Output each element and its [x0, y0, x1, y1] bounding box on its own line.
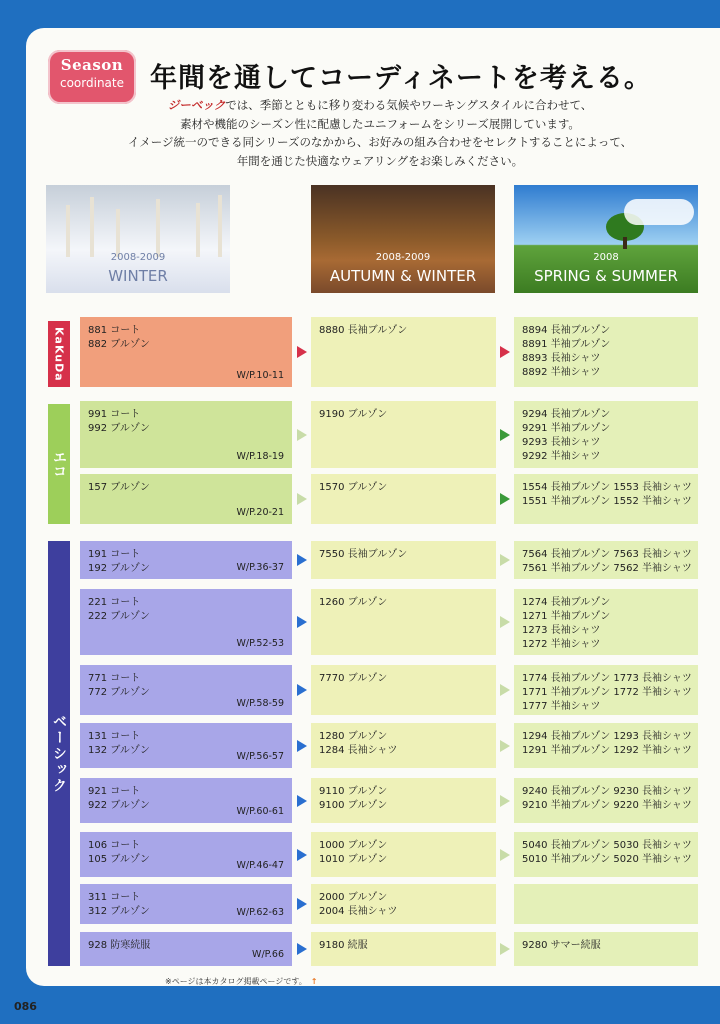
badge-subtitle: coordinate [59, 76, 124, 90]
autumn-winter-cell [311, 665, 496, 715]
arrow-right-icon [297, 740, 307, 752]
item-code: 105 ブルゾン [88, 854, 150, 865]
winter-year: 2008-2009 [110, 252, 166, 263]
item-code: 9280 サマー続服 [522, 940, 601, 951]
item-code: 1554 長袖ブルゾン 1553 長袖シャツ [522, 482, 692, 493]
item-code: 132 ブルゾン [88, 745, 150, 756]
item-code: 2000 ブルゾン [319, 892, 388, 903]
arrow-right-icon [297, 493, 307, 505]
winter-season-image [46, 185, 230, 293]
item-code: 1273 長袖シャツ [522, 625, 601, 636]
winter-cell [80, 665, 292, 715]
item-code: 991 コート [88, 409, 141, 420]
spring-summer-cell [514, 778, 698, 823]
spring-summer-cell [514, 474, 698, 524]
item-code: 992 ブルゾン [88, 423, 150, 434]
arrow-right-icon [297, 684, 307, 696]
autumn-winter-season-image [311, 185, 495, 293]
page-ref: W/P.58-59 [236, 698, 284, 709]
spring-summer-cell [514, 317, 698, 387]
winter-cell [80, 884, 292, 924]
arrow-right-icon [297, 943, 307, 955]
intro-line-2: 素材や機能のシーズン性に配慮したユニフォームをシリーズ展開しています。 [180, 116, 580, 131]
item-code: 8893 長袖シャツ [522, 353, 601, 364]
page-ref: W/P.62-63 [236, 907, 284, 918]
arrow-right-icon [297, 346, 307, 358]
item-code: 5010 半袖ブルゾン 5020 半袖シャツ [522, 854, 692, 865]
autumn-winter-cell [311, 932, 496, 966]
item-code: 8892 半袖シャツ [522, 367, 601, 378]
item-code: 9292 半袖シャツ [522, 451, 601, 462]
item-code: 771 コート [88, 673, 141, 684]
autumn-name: AUTUMN & WINTER [329, 267, 477, 285]
winter-cell [80, 589, 292, 655]
arrow-right-icon [297, 898, 307, 910]
winter-cell [80, 932, 292, 966]
arrow-right-icon [297, 616, 307, 628]
spring-name: SPRING & SUMMER [534, 267, 678, 285]
item-code: 1000 ブルゾン [319, 840, 388, 851]
arrow-right-icon [500, 493, 510, 505]
brand-logo-text: ジーベック [167, 98, 226, 112]
item-code: 191 コート [88, 549, 141, 560]
arrow-right-icon [297, 849, 307, 861]
item-code: 1280 ブルゾン [319, 731, 388, 742]
item-code: 1274 長袖ブルゾン [522, 597, 611, 608]
arrow-right-icon [500, 795, 510, 807]
item-code: 1284 長袖シャツ [319, 745, 398, 756]
item-code: 922 ブルゾン [88, 800, 150, 811]
item-code: 1774 長袖ブルゾン 1773 長袖シャツ [522, 673, 692, 684]
item-code: 157 ブルゾン [88, 482, 150, 493]
item-code: 882 ブルゾン [88, 339, 150, 350]
item-code: 1272 半袖シャツ [522, 639, 601, 650]
page-ref: W/P.10-11 [236, 370, 284, 381]
item-code: 221 コート [88, 597, 141, 608]
item-code: 311 コート [88, 892, 141, 903]
item-code: 1294 長袖ブルゾン 1293 長袖シャツ [522, 731, 692, 742]
item-code: 772 ブルゾン [88, 687, 150, 698]
item-code: 2004 長袖シャツ [319, 906, 398, 917]
item-code: 1551 半袖ブルゾン 1552 半袖シャツ [522, 496, 692, 507]
arrow-right-icon [500, 616, 510, 628]
item-code: 8891 半袖ブルゾン [522, 339, 611, 350]
item-code: 8894 長袖ブルゾン [522, 325, 611, 336]
autumn-winter-cell [311, 401, 496, 468]
autumn-winter-cell [311, 317, 496, 387]
item-code: 5040 長袖ブルゾン 5030 長袖シャツ [522, 840, 692, 851]
page-number: 086 [14, 1000, 37, 1013]
spring-summer-cell [514, 832, 698, 877]
item-code: 312 ブルゾン [88, 906, 150, 917]
spring-summer-cell-empty [514, 884, 698, 924]
autumn-winter-cell [311, 589, 496, 655]
item-code: 9100 ブルゾン [319, 800, 388, 811]
arrow-right-icon [297, 429, 307, 441]
page-ref: W/P.60-61 [236, 806, 284, 817]
item-code: 7564 長袖ブルゾン 7563 長袖シャツ [522, 549, 692, 560]
item-code: 7770 ブルゾン [319, 673, 388, 684]
page-ref: W/P.20-21 [236, 507, 284, 518]
winter-cell [80, 832, 292, 877]
autumn-winter-cell [311, 474, 496, 524]
item-code: 1570 ブルゾン [319, 482, 388, 493]
spring-summer-cell [514, 589, 698, 655]
group-label-eco: エコ [48, 404, 70, 524]
winter-cell [80, 401, 292, 468]
spring-summer-cell [514, 665, 698, 715]
page-ref: W/P.46-47 [236, 860, 284, 871]
spring-summer-season-image [514, 185, 698, 293]
item-code: 8880 長袖ブルゾン [319, 325, 408, 336]
winter-cell [80, 778, 292, 823]
spring-summer-cell [514, 932, 698, 966]
group-label-basic: ベーシック [48, 541, 70, 966]
intro-line-4: 年間を通じた快適なウェアリングをお楽しみください。 [236, 153, 524, 168]
item-code: 106 コート [88, 840, 141, 851]
autumn-winter-cell [311, 541, 496, 579]
spring-summer-cell [514, 541, 698, 579]
item-code: 9294 長袖ブルゾン [522, 409, 611, 420]
arrow-right-icon [500, 346, 510, 358]
autumn-winter-cell [311, 778, 496, 823]
autumn-winter-cell [311, 832, 496, 877]
item-code: 1771 半袖ブルゾン 1772 半袖シャツ [522, 687, 692, 698]
winter-name: WINTER [108, 267, 168, 285]
arrow-right-icon [500, 943, 510, 955]
arrow-right-icon [500, 554, 510, 566]
winter-cell [80, 474, 292, 524]
winter-cell [80, 541, 292, 579]
arrow-right-icon [500, 740, 510, 752]
group-label-kakuda: KaKuDa [48, 321, 70, 387]
item-code: 9293 長袖シャツ [522, 437, 601, 448]
winter-cell [80, 317, 292, 387]
arrow-right-icon [297, 554, 307, 566]
item-code: 131 コート [88, 731, 141, 742]
note-text: ※ページは本カタログ掲載ページです。 [165, 977, 307, 986]
intro-line-3: イメージ統一のできる同シリーズのなかから、お好みの組み合わせをセレクトすることによって、 [127, 135, 633, 149]
item-code: 7550 長袖ブルゾン [319, 549, 408, 560]
item-code: 1260 ブルゾン [319, 597, 388, 608]
page-reference-note [165, 976, 317, 987]
arrow-right-icon [297, 795, 307, 807]
item-code: 222 ブルゾン [88, 611, 150, 622]
item-code: 192 ブルゾン [88, 563, 150, 574]
item-code: 9240 長袖ブルゾン 9230 長袖シャツ [522, 786, 692, 797]
winter-cell [80, 723, 292, 768]
item-code: 1271 半袖ブルゾン [522, 611, 611, 622]
item-code: 9110 ブルゾン [319, 786, 388, 797]
autumn-year: 2008-2009 [375, 252, 431, 263]
spring-summer-cell [514, 401, 698, 468]
item-code: 9210 半袖ブルゾン 9220 半袖シャツ [522, 800, 692, 811]
item-code: 9291 半袖ブルゾン [522, 423, 611, 434]
autumn-winter-cell [311, 723, 496, 768]
page-ref: W/P.66 [252, 949, 284, 960]
page-ref: W/P.52-53 [236, 638, 284, 649]
page-headline: 年間を通してコーディネートを考える。 [150, 63, 652, 94]
page-ref: W/P.36-37 [236, 562, 284, 573]
page-ref: W/P.18-19 [236, 451, 284, 462]
spring-year: 2008 [593, 252, 619, 263]
item-code: 1010 ブルゾン [319, 854, 388, 865]
autumn-winter-cell [311, 884, 496, 924]
item-code: 881 コート [88, 325, 141, 336]
arrow-right-icon [500, 849, 510, 861]
up-arrow-icon: ↑ [310, 977, 318, 986]
intro-line-1: では、季節とともに移り変わる気候やワーキングスタイルに合わせて、 [225, 98, 593, 112]
page-ref: W/P.56-57 [236, 751, 284, 762]
intro-text [120, 96, 640, 170]
item-code: 1291 半袖ブルゾン 1292 半袖シャツ [522, 745, 692, 756]
item-code: 921 コート [88, 786, 141, 797]
item-code: 9190 ブルゾン [319, 409, 388, 420]
item-code: 9180 続服 [319, 940, 368, 951]
item-code: 1777 半袖シャツ [522, 701, 601, 712]
item-code: 7561 半袖ブルゾン 7562 半袖シャツ [522, 563, 692, 574]
badge-title: Season [60, 56, 124, 74]
spring-summer-cell [514, 723, 698, 768]
item-code: 928 防寒続服 [88, 940, 151, 951]
arrow-right-icon [500, 429, 510, 441]
arrow-right-icon [500, 684, 510, 696]
